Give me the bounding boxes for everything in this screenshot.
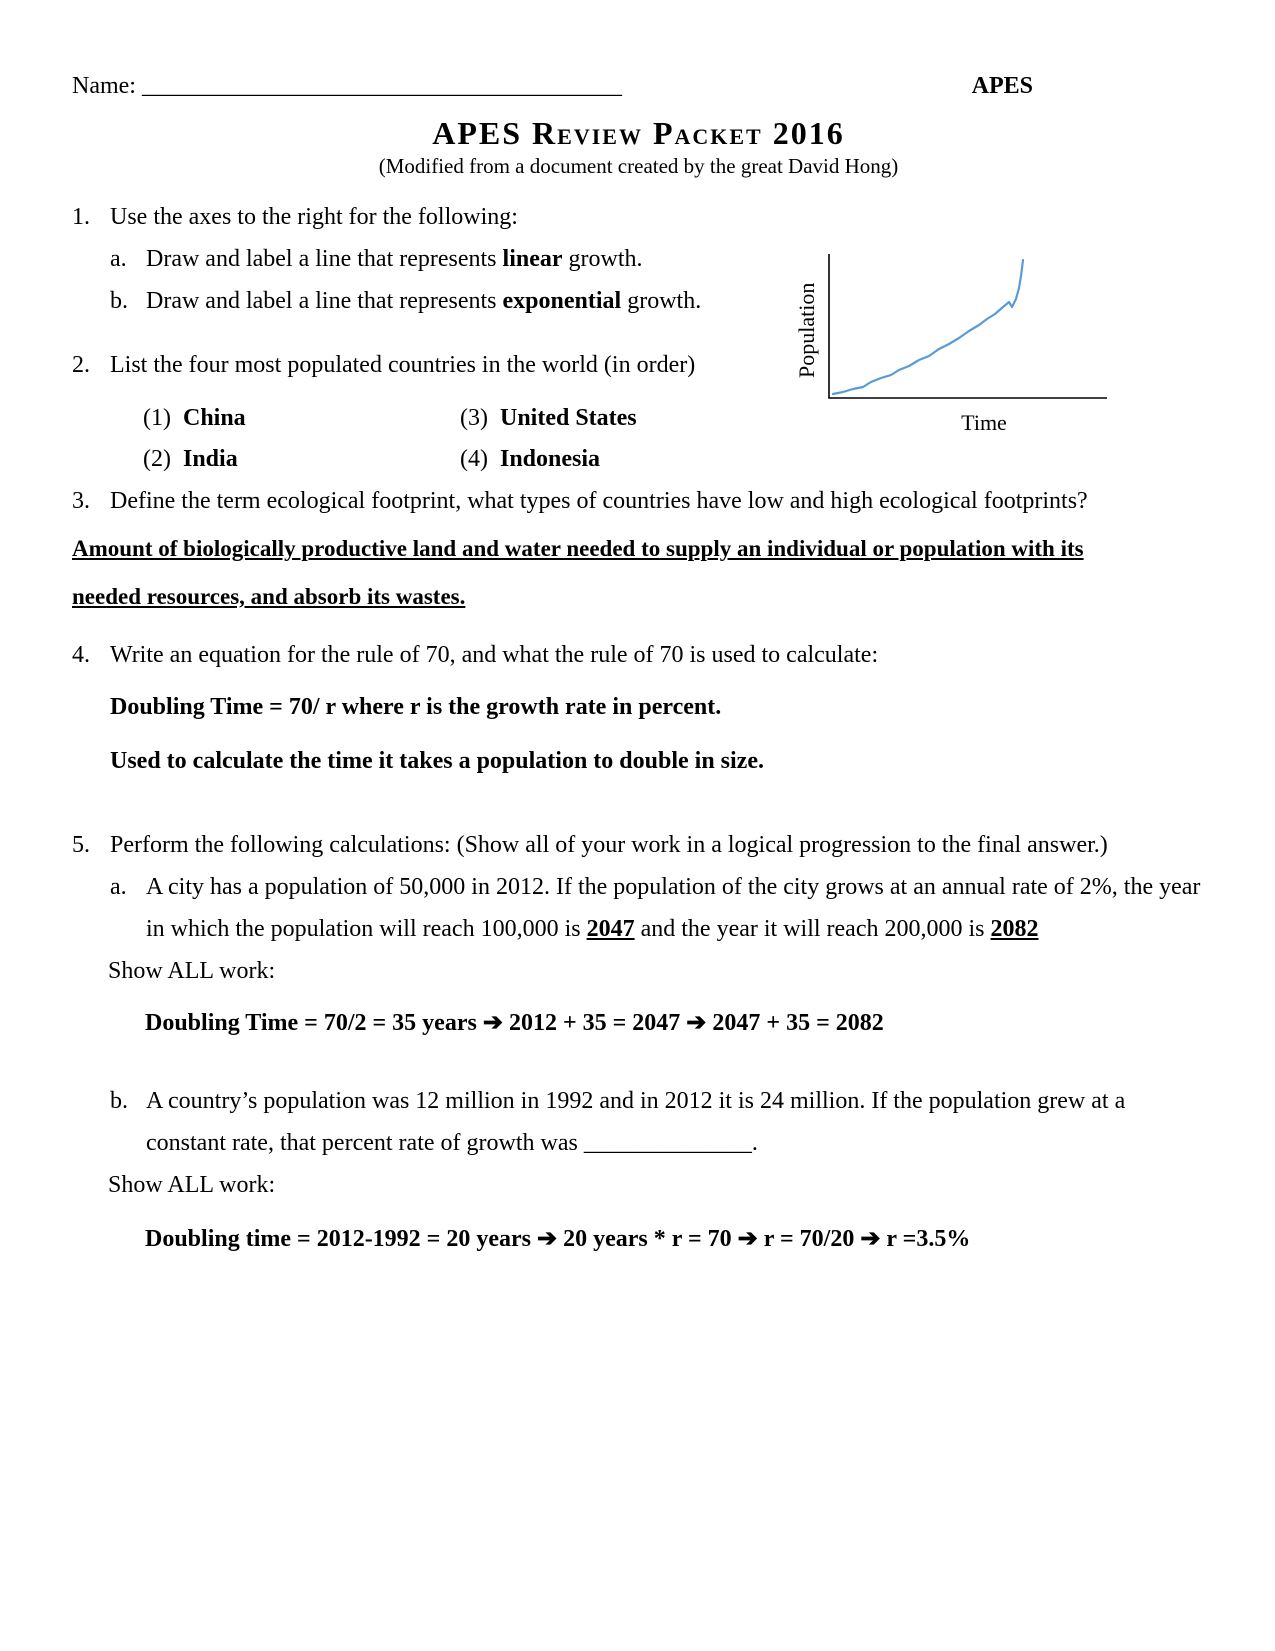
question-5a-answer-year1: 2047	[586, 916, 635, 942]
answer-value: United States	[499, 405, 637, 431]
question-3-answer	[72, 532, 1205, 614]
name-field	[72, 70, 622, 102]
answer-label: (1)	[143, 405, 171, 431]
question-5a	[110, 866, 1205, 950]
question-5-prompt: Perform the following calculations: (Show all of your work in a logical progression to the final answer.)	[110, 832, 1108, 858]
question-3-answer-line2: needed resources, and absorb its wastes.	[72, 584, 466, 609]
question-4-number: 4.	[72, 642, 90, 668]
question-5b-text	[146, 1080, 1205, 1164]
question-1a-keyword: linear	[502, 246, 563, 272]
answer-item	[143, 439, 460, 480]
question-4-answer	[110, 690, 1205, 778]
question-5b-show-work-label: Show ALL work:	[108, 1172, 276, 1198]
question-1a-marker: a.	[110, 246, 127, 272]
question-4-answer-line1: Doubling Time = 70/ r where r is the growth rate in percent.	[110, 694, 722, 720]
question-1	[72, 196, 1205, 238]
x-axis-label: Time	[961, 410, 1007, 435]
question-5b-blank-line: ______________	[583, 1130, 752, 1156]
question-1b-keyword: exponential	[502, 288, 622, 314]
answer-label: (2)	[143, 446, 171, 472]
question-5b-marker: b.	[110, 1088, 128, 1114]
question-1a-post: growth.	[562, 246, 643, 272]
growth-graph	[795, 250, 1125, 436]
answer-label: (4)	[460, 446, 488, 472]
axes-lines	[829, 254, 1107, 398]
answer-value: Indonesia	[499, 446, 601, 472]
question-1-prompt: Use the axes to the right for the following:	[110, 204, 518, 230]
exponential-curve	[833, 260, 1023, 394]
header	[72, 70, 1205, 102]
question-1b-post: growth.	[621, 288, 702, 314]
answer-label: (3)	[460, 405, 488, 431]
answer-value: China	[182, 405, 246, 431]
question-1b-pre: Draw and label a line that represents	[146, 288, 503, 314]
question-2-number: 2.	[72, 352, 90, 378]
question-5a-pre: A city has a population of 50,000 in 2012. If the population of the city grows at an annual rate of 2%, the year in which the population will reach 100,000 is	[146, 874, 1201, 942]
question-3-answer-line1: Amount of biologically productive land and water needed to supply an individual or population with its	[72, 536, 1084, 561]
graph-plot-area	[795, 250, 1125, 410]
question-3	[72, 480, 1205, 522]
question-5	[72, 824, 1205, 866]
question-5a-text	[146, 866, 1205, 950]
question-5b-pre: A country’s population was 12 million in 1992 and in 2012 it is 24 million. If the population grew at a constant rate, that percent rate of growth was	[146, 1088, 1126, 1156]
question-5a-answer-year2: 2082	[990, 916, 1039, 942]
question-1b-marker: b.	[110, 288, 128, 314]
course-label: APES	[971, 73, 1033, 99]
question-5a-show-work-label: Show ALL work:	[108, 958, 276, 984]
question-1-number: 1.	[72, 204, 90, 230]
question-4-answer-line2: Used to calculate the time it takes a population to double in size.	[110, 748, 764, 774]
question-5b	[110, 1080, 1205, 1164]
name-label: Name:	[72, 73, 136, 99]
answer-value: India	[182, 446, 238, 472]
question-4-prompt: Write an equation for the rule of 70, and what the rule of 70 is used to calculate:	[110, 642, 879, 668]
question-2-prompt: List the four most populated countries in the world (in order)	[110, 352, 696, 378]
question-5b-work: Doubling time = 2012-1992 = 20 years ➔ 20 years * r = 70 ➔ r = 70/20 ➔ r =3.5%	[145, 1226, 971, 1252]
question-4	[72, 634, 1205, 676]
answer-item	[143, 398, 460, 439]
question-5-number: 5.	[72, 832, 90, 858]
question-1a-pre: Draw and label a line that represents	[146, 246, 503, 272]
name-blank-line: ________________________________________	[141, 73, 622, 99]
question-5a-mid: and the year it will reach 200,000 is	[634, 916, 991, 942]
question-3-number: 3.	[72, 488, 90, 514]
question-5a-work: Doubling Time = 70/2 = 35 years ➔ 2012 + 35 = 2047 ➔ 2047 + 35 = 2082	[145, 1010, 884, 1036]
question-5b-post: .	[751, 1130, 758, 1156]
answer-item	[460, 439, 1205, 480]
y-axis-label: Population	[794, 282, 819, 378]
page-title: APES Review Packet 2016	[432, 115, 845, 151]
axes-chart	[819, 250, 1109, 410]
question-3-prompt: Define the term ecological footprint, what types of countries have low and high ecological footprints?	[110, 488, 1088, 514]
question-5a-marker: a.	[110, 874, 127, 900]
page-subtitle: (Modified from a document created by the great David Hong)	[378, 154, 899, 178]
